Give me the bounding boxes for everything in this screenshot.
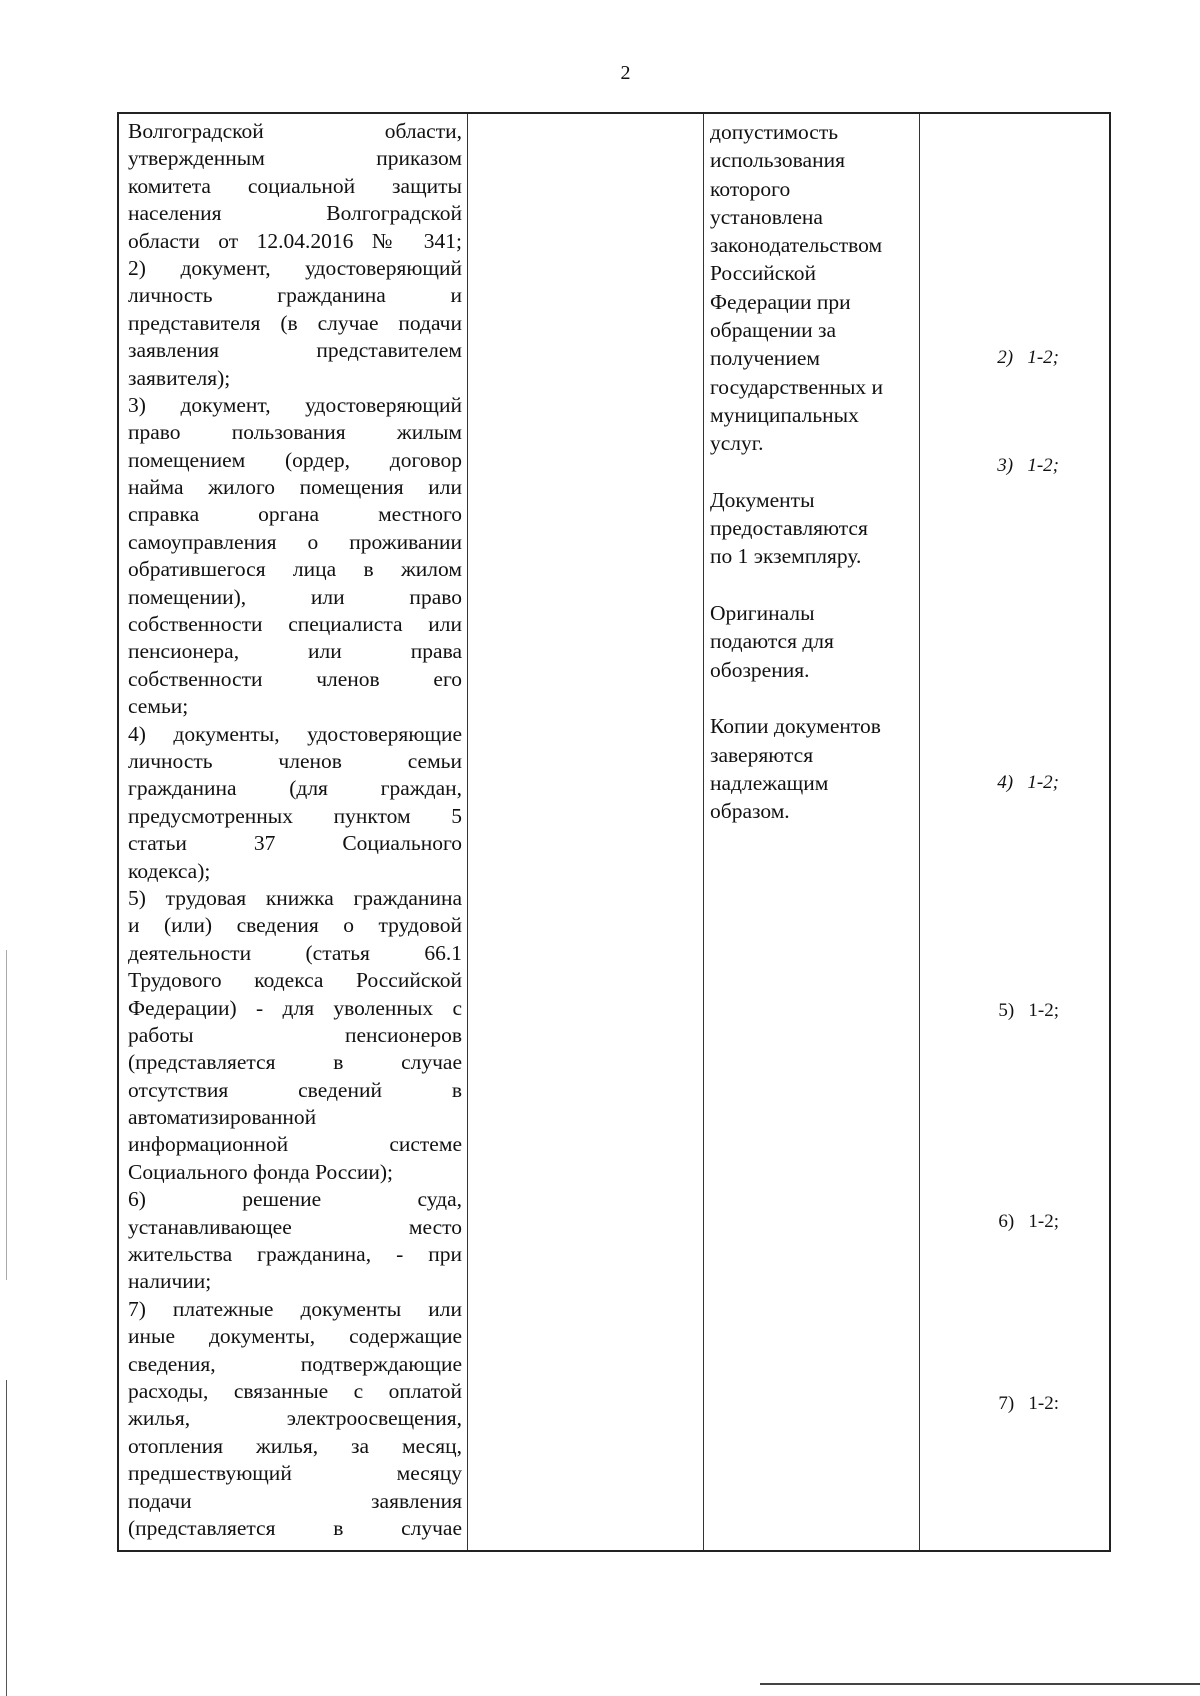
document-text-line: личность членов семьи: [128, 748, 462, 773]
note-text-line: Федерации при: [710, 289, 851, 314]
document-table: [117, 112, 1111, 1552]
note-text-line: подаются для: [710, 629, 834, 654]
note-text-line: предоставляются: [710, 516, 868, 541]
document-text-line: отсутствия сведений в: [128, 1077, 462, 1102]
document-text-line: справка органа местного: [128, 502, 462, 527]
reference-cell: 4) 1-2;: [997, 772, 1059, 793]
document-text-line: сведения, подтверждающие: [128, 1351, 462, 1376]
document-text-line: заявления представителем: [128, 338, 462, 363]
note-text-line: законодательством: [710, 233, 883, 258]
reference-cell: 5) 1-2;: [998, 1000, 1059, 1021]
document-text-line: помещением (ордер, договор: [128, 447, 462, 472]
document-text-line: иные документы, содержащие: [128, 1324, 462, 1349]
document-text-line: области от 12.04.2016 № 341;: [128, 228, 462, 253]
documents-list-column: [128, 118, 462, 1542]
document-text-line: работы пенсионеров: [128, 1022, 462, 1047]
scan-edge-mark: [6, 950, 7, 1280]
column-divider: [467, 114, 468, 1550]
document-text-line: подачи заявления: [128, 1488, 462, 1513]
document-text-line: семьи;: [128, 694, 189, 719]
document-text-line: помещении), или право: [128, 584, 462, 609]
reference-cell: 7) 1-2:: [998, 1393, 1059, 1414]
document-text-line: отопления жилья, за месяц,: [128, 1433, 462, 1458]
notes-column: [710, 118, 930, 825]
document-text-line: информационной системе: [128, 1132, 462, 1157]
document-text-line: гражданина (для граждан,: [128, 776, 462, 801]
document-text-line: Федерации) - для уволенных с: [128, 995, 462, 1020]
note-text-line: государственных и: [710, 374, 884, 399]
note-text-line: установлена: [710, 204, 823, 229]
document-text-line: кодекса);: [128, 858, 211, 883]
document-text-line: статьи 37 Социального: [128, 831, 462, 856]
document-text-line: Трудового кодекса Российской: [128, 968, 462, 993]
document-text-line: утвержденным приказом: [128, 146, 462, 171]
document-text-line: расходы, связанные с оплатой: [128, 1378, 462, 1403]
document-text-line: жилья, электроосвещения,: [128, 1406, 462, 1431]
page-number: 2: [620, 62, 631, 84]
note-text-line: Оригиналы: [710, 601, 815, 626]
document-text-line: пенсионера, или права: [128, 639, 462, 664]
note-text-line: обращении за: [710, 318, 837, 343]
reference-cell: 2) 1-2;: [997, 347, 1059, 368]
paragraph-gap: [710, 684, 930, 712]
document-text-line: (представляется в случае: [128, 1050, 462, 1075]
note-text-line: услуг.: [710, 431, 764, 456]
note-text-line: образом.: [710, 799, 790, 824]
document-text-line: право пользования жилым: [128, 420, 462, 445]
document-text-line: личность гражданина и: [128, 283, 462, 308]
paragraph-gap: [710, 571, 930, 599]
document-text-line: и (или) сведения о трудовой: [128, 913, 462, 938]
scan-edge-mark: [6, 1380, 7, 1696]
note-text-line: заверяются: [710, 742, 814, 767]
note-text-line: которого: [710, 176, 791, 201]
document-text-line: 7) платежные документы или: [128, 1296, 462, 1321]
document-text-line: представителя (в случае подачи: [128, 310, 462, 335]
document-text-line: самоуправления о проживании: [128, 529, 462, 554]
document-text-line: Волгоградской области,: [128, 119, 462, 143]
document-text-line: собственности специалиста или: [128, 612, 462, 637]
document-text-line: найма жилого помещения или: [128, 475, 462, 500]
document-text-line: 2) документ, удостоверяющий: [128, 255, 462, 280]
document-text-line: Социального фонда России);: [128, 1159, 394, 1184]
note-text-line: получением: [710, 346, 820, 371]
document-text-line: деятельности (статья 66.1: [128, 940, 462, 965]
document-text-line: 5) трудовая книжка гражданина: [128, 885, 462, 910]
document-text-line: (представляется в случае: [128, 1515, 462, 1540]
scan-bottom-line: [760, 1683, 1200, 1685]
document-text-line: собственности членов его: [128, 666, 462, 691]
note-text-line: надлежащим: [710, 770, 829, 795]
document-text-line: 6) решение суда,: [128, 1187, 462, 1212]
document-text-line: предшествующий месяцу: [128, 1461, 462, 1486]
document-text-line: 4) документы, удостоверяющие: [128, 721, 462, 746]
note-text-line: Российской: [710, 261, 816, 286]
reference-cell: 3) 1-2;: [997, 455, 1059, 476]
note-text-line: по 1 экземпляру.: [710, 544, 862, 569]
document-text-line: устанавливающее место: [128, 1214, 462, 1239]
note-text-line: муниципальных: [710, 402, 859, 427]
document-text-line: населения Волгоградской: [128, 201, 462, 226]
document-text-line: предусмотренных пунктом 5: [128, 803, 462, 828]
note-text-line: обозрения.: [710, 657, 810, 682]
note-text-line: Документы: [710, 487, 815, 512]
document-text-line: наличии;: [128, 1269, 212, 1294]
note-text-line: использования: [710, 148, 845, 173]
document-text-line: 3) документ, удостоверяющий: [128, 392, 462, 417]
note-text-line: допустимость: [710, 120, 839, 144]
document-text-line: заявителя);: [128, 365, 231, 390]
document-text-line: жительства гражданина, - при: [128, 1242, 462, 1267]
document-text-line: автоматизированной: [128, 1105, 317, 1130]
column-divider: [703, 114, 704, 1550]
reference-cell: 6) 1-2;: [998, 1211, 1059, 1232]
note-text-line: Копии документов: [710, 714, 881, 739]
document-text-line: комитета социальной защиты: [128, 173, 462, 198]
document-text-line: обратившегося лица в жилом: [128, 557, 462, 582]
paragraph-gap: [710, 458, 930, 486]
